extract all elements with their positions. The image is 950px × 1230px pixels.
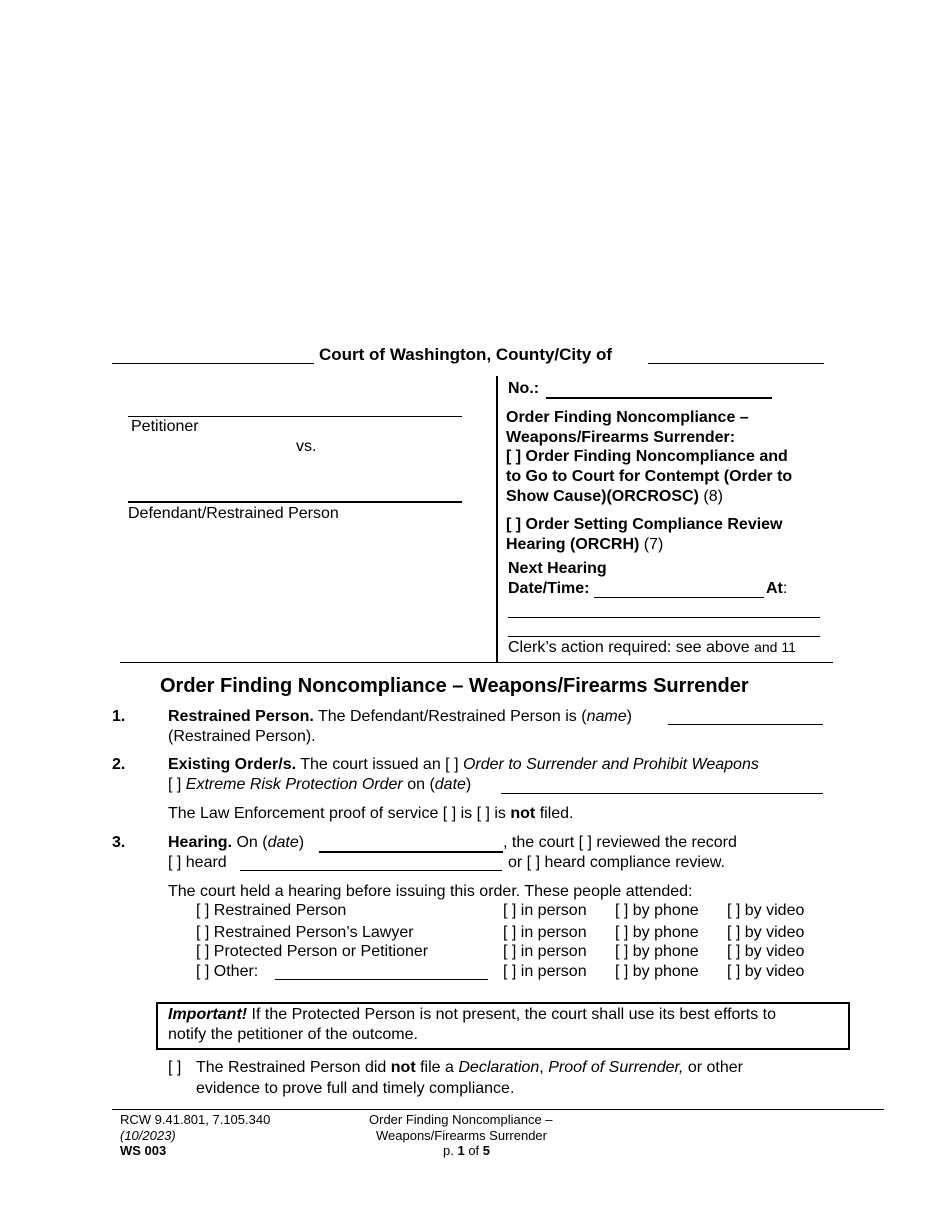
s2-number: 2. <box>112 756 126 773</box>
s1-heading: Restrained Person. <box>168 708 314 725</box>
decl-i1: Declaration <box>458 1059 540 1076</box>
s3-heard[interactable]: [ ] heard <box>168 854 227 871</box>
attendee-by-video[interactable]: [ ] by video <box>727 924 805 941</box>
decl-line2: evidence to prove full and timely compliance. <box>196 1080 515 1097</box>
attendee-by-phone[interactable]: [ ] by phone <box>615 943 699 960</box>
page-title: Order Finding Noncompliance – Weapons/Firearms Surrender <box>160 675 749 697</box>
s2-erpo: Extreme Risk Protection Order <box>185 776 403 793</box>
attendee-by-video[interactable]: [ ] by video <box>727 902 805 919</box>
defendant-label: Defendant/Restrained Person <box>128 505 339 522</box>
petitioner-line <box>128 416 462 417</box>
location-field-line2[interactable] <box>508 636 820 637</box>
attendee-label[interactable]: [ ] Protected Person or Petitioner <box>196 943 429 960</box>
s2-proof[interactable] <box>168 805 574 823</box>
at-colon: : <box>782 580 788 597</box>
defendant-line <box>128 501 462 503</box>
attendee-label[interactable]: [ ] Restrained Person’s Lawyer <box>196 924 414 941</box>
s3-or-review[interactable]: or [ ] heard compliance review. <box>508 854 725 871</box>
s1-number: 1. <box>112 708 126 725</box>
footer-form-id: WS 003 <box>120 1143 167 1158</box>
s2-line2[interactable] <box>168 776 471 794</box>
other-attendee-field[interactable] <box>275 979 488 980</box>
option-orcrh-line2 <box>506 536 663 554</box>
important-label: Important! <box>168 1006 248 1023</box>
option-orcrh-num: (7) <box>643 536 664 553</box>
attendee-by-phone[interactable]: [ ] by phone <box>615 924 699 941</box>
option-orcrh-line1[interactable]: [ ] Order Setting Compliance Review <box>506 516 783 533</box>
footer-page-num: 1 <box>457 1143 465 1158</box>
next-hearing-label: Next Hearing <box>508 560 607 577</box>
s3-heard-field[interactable] <box>240 870 502 871</box>
s3-date-field[interactable] <box>319 851 503 853</box>
petitioner-label: Petitioner <box>131 418 199 435</box>
s3-line1a <box>168 834 304 852</box>
at-label <box>766 580 787 598</box>
important-text1: If the Protected Person is not present, the court shall use its best efforts to <box>247 1006 776 1023</box>
s3-reviewed[interactable]: , the court [ ] reviewed the record <box>503 834 737 851</box>
footer-page-total: 5 <box>482 1143 491 1158</box>
caption-bottom-rule <box>120 662 833 663</box>
date-time-label: Date/Time: <box>508 580 590 597</box>
decl-d: or other <box>687 1059 743 1076</box>
at-word: At <box>766 580 783 597</box>
decl-line1 <box>196 1059 743 1077</box>
s2-proof-b: filed. <box>539 805 574 822</box>
s1-line1 <box>168 708 632 726</box>
s1-close: ) <box>626 708 632 725</box>
location-field-line1[interactable] <box>508 617 820 618</box>
court-title: Court of Washington, County/City of <box>319 345 613 364</box>
important-line1 <box>168 1006 776 1024</box>
option-orcrosc-num: (8) <box>703 488 723 505</box>
s3-held: The court held a hearing before issuing this order. These people attended: <box>168 883 693 900</box>
attendee-in-person[interactable]: [ ] in person <box>503 902 587 919</box>
s2-erpo-checkbox[interactable]: [ ] <box>168 776 182 793</box>
s2-date-field[interactable] <box>501 793 823 794</box>
county-blank-right <box>648 363 824 364</box>
s2-heading: Existing Order/s. <box>168 756 297 773</box>
s2-proof-not: not <box>510 805 536 822</box>
decl-checkbox[interactable]: [ ] <box>168 1059 182 1076</box>
attendee-in-person[interactable]: [ ] in person <box>503 924 587 941</box>
footer-page-of: of <box>468 1143 480 1158</box>
s3-number: 3. <box>112 834 126 851</box>
option-orcrh-code: Hearing (ORCRH) <box>506 536 640 553</box>
decl-i2: Proof of Surrender, <box>548 1059 684 1076</box>
case-number-label: No.: <box>508 380 540 397</box>
date-time-field[interactable] <box>594 597 764 598</box>
attendee-by-video[interactable]: [ ] by video <box>727 963 805 980</box>
caption-divider <box>496 376 498 663</box>
case-title-line2: Weapons/Firearms Surrender: <box>506 429 736 446</box>
option-orcrosc-line1[interactable]: [ ] Order Finding Noncompliance and <box>506 448 788 465</box>
s2-date-word: date <box>434 776 466 793</box>
s3-date-word: date <box>267 834 299 851</box>
footer-date: (10/2023) <box>120 1128 176 1143</box>
clerk-note-main: Clerk’s action required: see above <box>508 639 750 656</box>
s2-line1[interactable] <box>168 756 759 774</box>
footer-rule <box>112 1109 884 1110</box>
footer-title1: Order Finding Noncompliance – <box>369 1112 553 1127</box>
s3-heading: Hearing. <box>168 834 233 851</box>
s2-on: on ( <box>407 776 435 793</box>
s1-text: The Defendant/Restrained Person is ( <box>317 708 587 725</box>
attendee-in-person[interactable]: [ ] in person <box>503 963 587 980</box>
option-orcrosc-line2: to Go to Court for Contempt (Order to <box>506 468 793 485</box>
footer-rcw: RCW 9.41.801, 7.105.340 <box>120 1112 271 1127</box>
attendee-by-phone[interactable]: [ ] by phone <box>615 963 699 980</box>
important-line2: notify the petitioner of the outcome. <box>168 1026 418 1043</box>
attendee-label[interactable]: [ ] Other: <box>196 963 259 980</box>
attendee-label[interactable]: [ ] Restrained Person <box>196 902 347 919</box>
s3-close: ) <box>298 834 305 851</box>
footer-title2: Weapons/Firearms Surrender <box>376 1128 547 1143</box>
case-number-field[interactable] <box>546 397 772 399</box>
decl-c: , <box>539 1059 544 1076</box>
footer-page-pre: p. <box>443 1143 454 1158</box>
restrained-name-field[interactable] <box>668 724 823 725</box>
s2-proof-a: The Law Enforcement proof of service [ ] is [ ] is <box>168 805 506 822</box>
s3-on: On ( <box>236 834 268 851</box>
attendee-by-video[interactable]: [ ] by video <box>727 943 805 960</box>
decl-a: The Restrained Person did <box>196 1059 387 1076</box>
decl-b: file a <box>420 1059 454 1076</box>
decl-not: not <box>390 1059 416 1076</box>
clerk-note-extra: and 11 <box>754 639 796 655</box>
attendee-by-phone[interactable]: [ ] by phone <box>615 902 699 919</box>
attendee-in-person[interactable]: [ ] in person <box>503 943 587 960</box>
clerk-note <box>508 639 796 657</box>
footer-page <box>443 1143 490 1158</box>
s1-name-word: name <box>586 708 627 725</box>
option-orcrosc-code: Show Cause)(ORCROSC) <box>506 488 699 505</box>
s2-order-surrender: Order to Surrender and Prohibit Weapons <box>462 756 759 773</box>
case-title-line1: Order Finding Noncompliance – <box>506 409 749 426</box>
option-orcrosc-line3 <box>506 488 723 506</box>
vs-label: vs. <box>296 438 317 455</box>
s1-line2: (Restrained Person). <box>168 728 316 745</box>
county-blank-left <box>112 363 314 364</box>
s2-close: ) <box>465 776 472 793</box>
s2-text: The court issued an [ ] <box>300 756 459 773</box>
